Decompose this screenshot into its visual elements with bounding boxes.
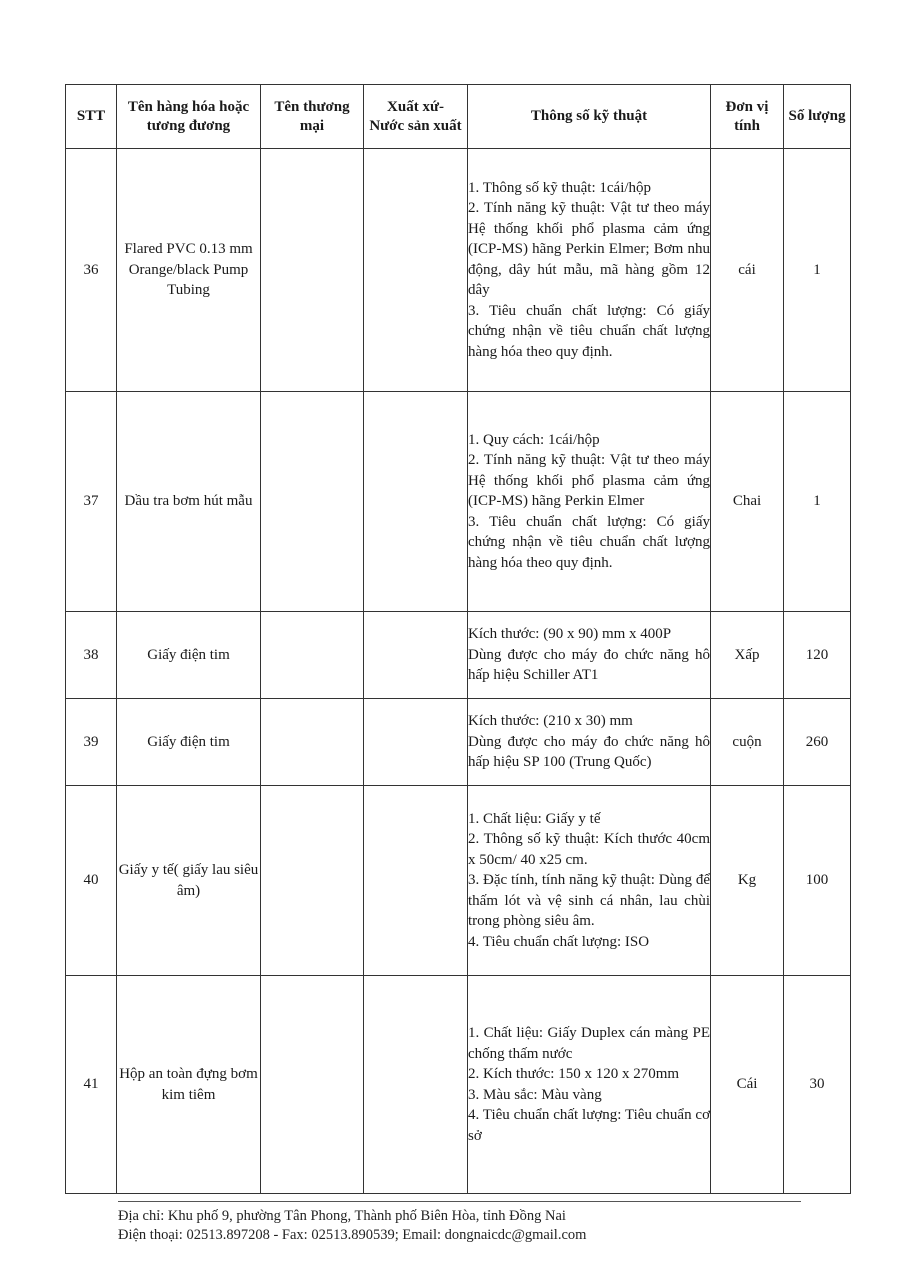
cell-name: Giấy điện tim — [117, 699, 261, 786]
spec-line: 3. Tiêu chuẩn chất lượng: Có giấy chứng nhận về tiêu chuẩn chất lượng hàng hóa theo quy định. — [468, 513, 710, 571]
header-origin: Xuất xứ- Nước sản xuất — [364, 85, 468, 149]
spec-line: 2. Tính năng kỹ thuật: Vật tư theo máy Hệ thống khối phổ plasma cảm ứng (ICP-MS) hãng Perkin Elmer — [468, 452, 710, 510]
spec-line: 2. Tính năng kỹ thuật: Vật tư theo máy Hệ thống khối phổ plasma cảm ứng (ICP-MS) hãng Perkin Elmer; Bơm nhu động, dây hút mẫu, mã hàng gồm 12 dây — [468, 200, 710, 299]
table-row — [66, 699, 851, 786]
footer-contact: Điện thoại: 02513.897208 - Fax: 02513.890539; Email: dongnaicdc@gmail.com — [118, 1227, 587, 1243]
cell-unit: Xấp — [711, 612, 784, 699]
spec-line: Dùng được cho máy đo chức năng hô hấp hiệu SP 100 (Trung Quốc) — [468, 733, 710, 771]
footer-divider — [118, 1201, 801, 1202]
header-specs: Thông số kỹ thuật — [468, 85, 711, 149]
spec-line: 4. Tiêu chuẩn chất lượng: ISO — [468, 933, 650, 950]
cell-specs — [468, 699, 711, 786]
cell-name: Dầu tra bơm hút mẫu — [117, 392, 261, 612]
spec-line: 3. Tiêu chuẩn chất lượng: Có giấy chứng nhận về tiêu chuẩn chất lượng hàng hóa theo quy định. — [468, 302, 710, 360]
spec-line: 4. Tiêu chuẩn chất lượng: Tiêu chuẩn cơ sở — [468, 1107, 710, 1144]
cell-unit: cái — [711, 149, 784, 392]
cell-origin — [364, 699, 468, 786]
cell-trade-name — [261, 149, 364, 392]
cell-unit: Cái — [711, 976, 784, 1194]
header-trade-name: Tên thương mại — [261, 85, 364, 149]
spec-line: 1. Chất liệu: Giấy Duplex cán màng PE chống thấm nước — [468, 1025, 710, 1062]
cell-unit: Kg — [711, 786, 784, 976]
cell-unit: Chai — [711, 392, 784, 612]
cell-quantity: 100 — [784, 786, 851, 976]
table-header-row — [66, 85, 851, 149]
cell-quantity: 30 — [784, 976, 851, 1194]
spec-line: 2. Kích thước: 150 x 120 x 270mm — [468, 1066, 680, 1082]
header-stt: STT — [66, 85, 117, 149]
cell-quantity: 1 — [784, 392, 851, 612]
cell-quantity: 120 — [784, 612, 851, 699]
cell-specs — [468, 392, 711, 612]
cell-trade-name — [261, 976, 364, 1194]
table-row — [66, 786, 851, 976]
spec-line: Kích thước: (210 x 30) mm — [468, 713, 633, 730]
page-footer — [118, 1207, 586, 1245]
cell-specs — [468, 149, 711, 392]
cell-origin — [364, 976, 468, 1194]
cell-trade-name — [261, 612, 364, 699]
spec-line: 3. Đặc tính, tính năng kỹ thuật: Dùng để thấm lót và vệ sinh cá nhân, lau chùi trong phòng siêu âm. — [468, 872, 710, 930]
cell-stt: 36 — [66, 149, 117, 392]
cell-specs — [468, 612, 711, 699]
cell-quantity: 1 — [784, 149, 851, 392]
cell-trade-name — [261, 392, 364, 612]
cell-quantity: 260 — [784, 699, 851, 786]
header-quantity: Số lượng — [784, 85, 851, 149]
spec-table — [65, 84, 851, 1194]
cell-stt: 40 — [66, 786, 117, 976]
cell-stt: 39 — [66, 699, 117, 786]
cell-name: Giấy y tế( giấy lau siêu âm) — [117, 786, 261, 976]
cell-stt: 38 — [66, 612, 117, 699]
spec-line: 1. Thông số kỹ thuật: 1cái/hộp — [468, 179, 652, 196]
cell-origin — [364, 612, 468, 699]
cell-stt: 37 — [66, 392, 117, 612]
cell-unit: cuộn — [711, 699, 784, 786]
footer-address: Địa chỉ: Khu phố 9, phường Tân Phong, Thành phố Biên Hòa, tỉnh Đồng Nai — [118, 1208, 566, 1224]
cell-stt: 41 — [66, 976, 117, 1194]
cell-specs — [468, 976, 711, 1194]
spec-line: Dùng được cho máy đo chức năng hô hấp hiệu Schiller AT1 — [468, 646, 710, 684]
header-name: Tên hàng hóa hoặc tương đương — [117, 85, 261, 149]
spec-line: 2. Thông số kỹ thuật: Kích thước 40cm x 50cm/ 40 x25 cm. — [468, 831, 710, 868]
cell-trade-name — [261, 786, 364, 976]
header-unit: Đơn vị tính — [711, 85, 784, 149]
cell-specs — [468, 786, 711, 976]
table-row — [66, 976, 851, 1194]
table-row — [66, 392, 851, 612]
spec-line: Kích thước: (90 x 90) mm x 400P — [468, 626, 672, 643]
spec-line: 1. Quy cách: 1cái/hộp — [468, 431, 600, 448]
cell-name: Giấy điện tim — [117, 612, 261, 699]
cell-origin — [364, 149, 468, 392]
table-row — [66, 612, 851, 699]
cell-origin — [364, 786, 468, 976]
table-row — [66, 149, 851, 392]
cell-trade-name — [261, 699, 364, 786]
spec-line: 3. Màu sắc: Màu vàng — [468, 1086, 602, 1103]
cell-origin — [364, 392, 468, 612]
spec-line: 1. Chất liệu: Giấy y tế — [468, 810, 601, 827]
cell-name: Flared PVC 0.13 mm Orange/black Pump Tubing — [117, 149, 261, 392]
cell-name: Hộp an toàn đựng bơm kim tiêm — [117, 976, 261, 1194]
